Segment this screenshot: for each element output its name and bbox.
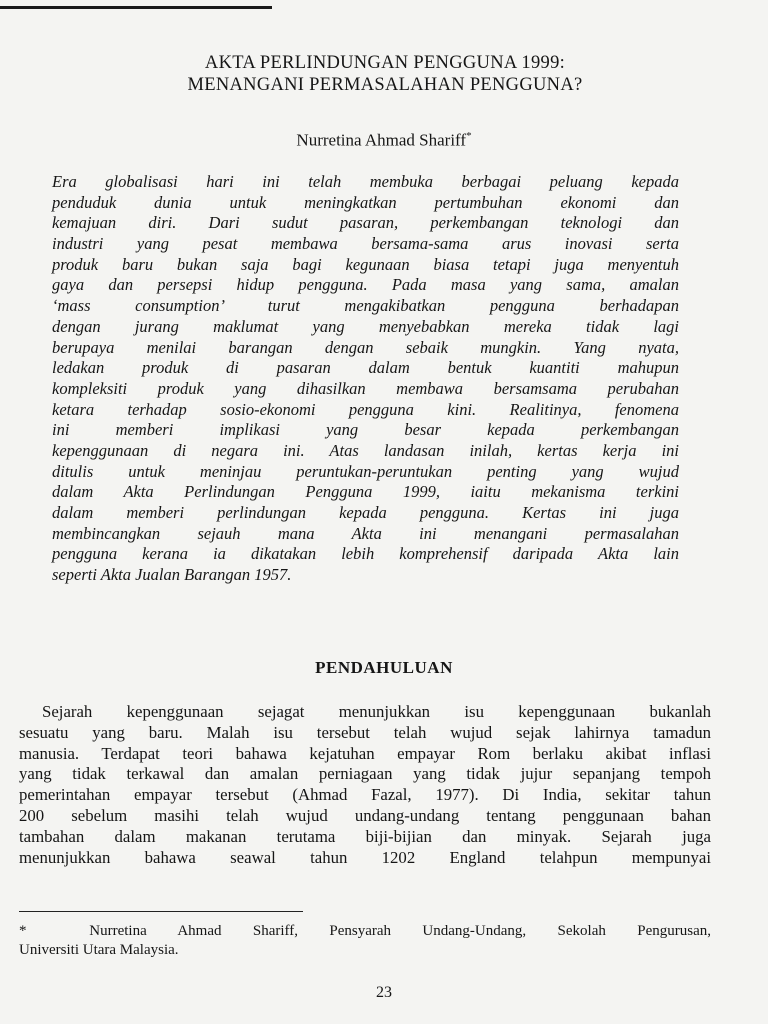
abstract-line: kompleksiti produk yang dihasilkan membawa bersamsama perubahan <box>52 378 679 398</box>
section-heading: PENDAHULUAN <box>315 658 453 677</box>
footnote-divider <box>19 911 303 912</box>
author-name: Nurretina Ahmad Shariff <box>296 130 467 150</box>
abstract-line: industri yang pesat membawa bersama-sama arus inovasi serta <box>52 234 679 254</box>
abstract-line: ditulis untuk meninjau peruntukan-peruntukan penting yang wujud <box>52 461 679 481</box>
body-line: manusia. Terdapat teori bahawa kejatuhan empayar Rom berlaku akibat inflasi <box>19 743 711 763</box>
abstract-line: gaya dan persepsi hidup pengguna. Pada masa yang sama, amalan <box>52 275 679 295</box>
abstract <box>52 172 679 586</box>
body-paragraph <box>19 702 711 868</box>
footnote-marker: * <box>19 923 27 939</box>
abstract-line: produk baru bukan saja bagi kegunaan biasa tetapi juga menyentuh <box>52 254 679 274</box>
top-rule <box>0 6 272 9</box>
abstract-line: pengguna kerana ia dikatakan lebih komprehensif daripada Akta lain <box>52 544 679 564</box>
footnote <box>19 922 711 960</box>
abstract-line: seperti Akta Jualan Barangan 1957. <box>52 565 292 585</box>
footnote-text: Nurretina Ahmad Shariff, Pensyarah Undang-Undang, Sekolah Pengurusan, <box>89 923 711 939</box>
abstract-line: dalam Akta Perlindungan Pengguna 1999, iaitu mekanisma terkini <box>52 482 679 502</box>
abstract-line: dalam memberi perlindungan kepada pengguna. Kertas ini juga <box>52 503 679 522</box>
body-line: menunjukkan bahawa seawal tahun 1202 England telahpun mempunyai <box>19 847 711 867</box>
footnote-line <box>19 922 711 941</box>
abstract-line: ledakan produk di pasaran dalam bentuk kuantiti mahupun <box>52 358 679 378</box>
abstract-line: ketara terhadap sosio-ekonomi pengguna kini. Realitinya, fenomena <box>52 399 679 419</box>
page-number: 23 <box>376 984 392 1001</box>
abstract-line: Era globalisasi hari ini telah membuka berbagai peluang kepada <box>52 172 679 191</box>
body-line: tambahan dalam makanan terutama biji-bijian dan minyak. Sejarah juga <box>19 826 711 846</box>
body-line: Sejarah kepenggunaan sejagat menunjukkan isu kepenggunaan bukanlah <box>42 702 711 721</box>
abstract-line: dengan jurang maklumat yang menyebabkan mereka tidak lagi <box>52 316 679 336</box>
title-line-1: AKTA PERLINDUNGAN PENGGUNA 1999: <box>204 53 566 73</box>
abstract-line: ini memberi implikasi yang besar kepada perkembangan <box>52 420 679 440</box>
body-line: 200 sebelum masihi telah wujud undang-undang tentang penggunaan bahan <box>19 805 711 825</box>
footnote-line: Universiti Utara Malaysia. <box>19 942 179 958</box>
abstract-line: ‘mass consumption’ turut mengakibatkan pengguna berhadapan <box>52 296 679 316</box>
abstract-line: kepenggunaan di negara ini. Atas landasan inilah, kertas kerja ini <box>52 440 679 460</box>
abstract-line: kemajuan diri. Dari sudut pasaran, perkembangan teknologi dan <box>52 213 679 233</box>
body-line: yang tidak terkawal dan amalan perniagaan yang tidak jujur sepanjang tempoh <box>19 764 711 784</box>
abstract-line: berupaya menilai barangan dengan sebaik mungkin. Yang nyata, <box>52 337 679 357</box>
title-line-2: MENANGANI PERMASALAHAN PENGGUNA? <box>187 75 583 95</box>
author-byline <box>0 126 768 151</box>
author-footnote-marker: * <box>466 130 472 142</box>
article-title <box>60 52 710 96</box>
abstract-line: membincangkan sejauh mana Akta ini menangani permasalahan <box>52 523 679 543</box>
body-line: pemerintahan empayar tersebut (Ahmad Fazal, 1977). Di India, sekitar tahun <box>19 785 711 805</box>
abstract-line: penduduk dunia untuk meningkatkan pertumbuhan ekonomi dan <box>52 192 679 212</box>
body-line: sesuatu yang baru. Malah isu tersebut telah wujud sejak lahirnya tamadun <box>19 722 711 742</box>
